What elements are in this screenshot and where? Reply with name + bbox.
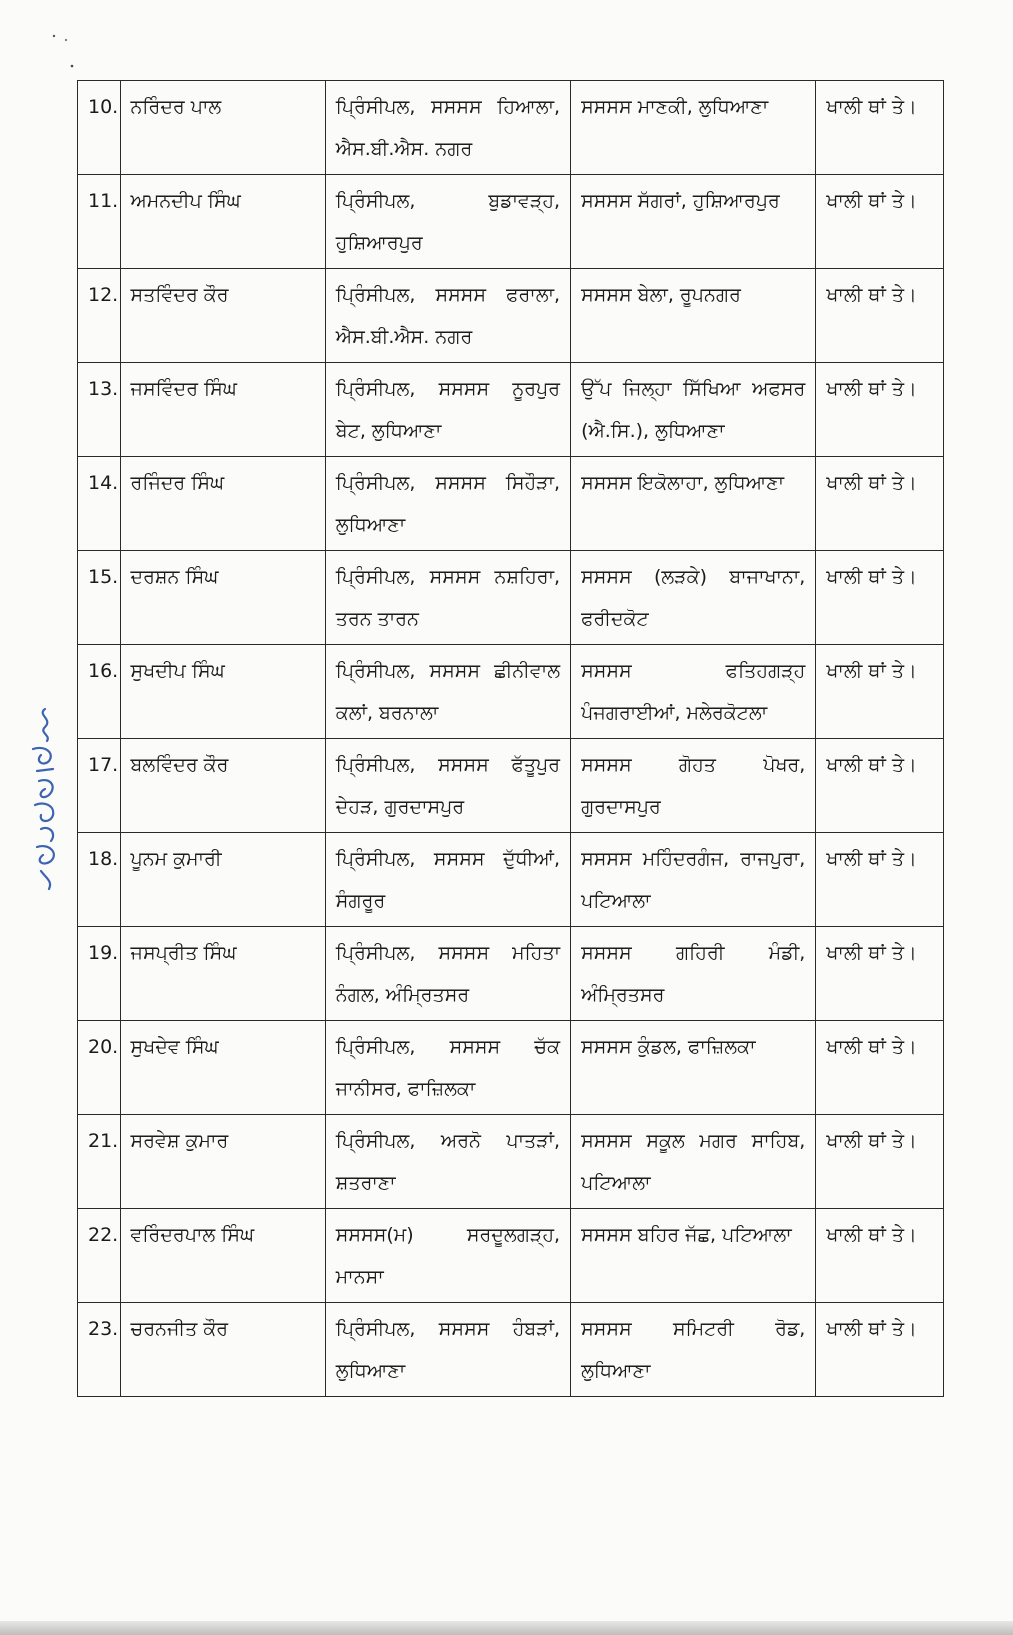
remarks-cell: ਖਾਲੀ ਥਾਂ ਤੇ। [816, 81, 944, 175]
remarks-cell: ਖਾਲੀ ਥਾਂ ਤੇ। [816, 175, 944, 269]
name-cell: ਚਰਨਜੀਤ ਕੌਰ [120, 1303, 325, 1397]
remarks-cell: ਖਾਲੀ ਥਾਂ ਤੇ। [816, 645, 944, 739]
remarks-cell: ਖਾਲੀ ਥਾਂ ਤੇ। [816, 363, 944, 457]
handwritten-signature [15, 705, 75, 895]
new-posting-cell: ਸਸਸਸ ਇਕੋਲਾਹਾ, ਲੁਧਿਆਣਾ [571, 457, 816, 551]
table-row [78, 81, 944, 175]
current-posting-cell: ਪ੍ਰਿੰਸੀਪਲ, ਸਸਸਸ ਨੂਰਪੁਰ ਬੇਟ, ਲੁਧਿਆਣਾ [325, 363, 570, 457]
table-row [78, 269, 944, 363]
serial-number-cell: 18. [78, 833, 121, 927]
serial-number-cell: 16. [78, 645, 121, 739]
new-posting-cell: ਸਸਸਸ ਫਤਿਹਗੜ੍ਹ ਪੰਜਗਰਾਈਆਂ, ਮਲੇਰਕੋਟਲਾ [571, 645, 816, 739]
transfer-table [77, 80, 944, 1397]
new-posting-cell: ਉੱਪ ਜਿਲ੍ਹਾ ਸਿੱਖਿਆ ਅਫਸਰ (ਐ.ਸਿ.), ਲੁਧਿਆਣਾ [571, 363, 816, 457]
name-cell: ਅਮਨਦੀਪ ਸਿੰਘ [120, 175, 325, 269]
serial-number-cell: 20. [78, 1021, 121, 1115]
name-cell: ਬਲਵਿੰਦਰ ਕੌਰ [120, 739, 325, 833]
table-row [78, 457, 944, 551]
table-row [78, 551, 944, 645]
scan-speck-marks [50, 30, 80, 70]
new-posting-cell: ਸਸਸਸ ਸਮਿਟਰੀ ਰੋਡ, ਲੁਧਿਆਣਾ [571, 1303, 816, 1397]
table-body [78, 81, 944, 1397]
name-cell: ਸੁਖਦੇਵ ਸਿੰਘ [120, 1021, 325, 1115]
remarks-cell: ਖਾਲੀ ਥਾਂ ਤੇ। [816, 457, 944, 551]
new-posting-cell: ਸਸਸਸ ਸੱਗਰਾਂ, ਹੁਸ਼ਿਆਰਪੁਰ [571, 175, 816, 269]
current-posting-cell: ਪ੍ਰਿੰਸੀਪਲ, ਬੁਡਾਵੜ੍ਹ, ਹੁਸ਼ਿਆਰਪੁਰ [325, 175, 570, 269]
table-row [78, 1115, 944, 1209]
table-row [78, 1021, 944, 1115]
remarks-cell: ਖਾਲੀ ਥਾਂ ਤੇ। [816, 1021, 944, 1115]
serial-number-cell: 11. [78, 175, 121, 269]
new-posting-cell: ਸਸਸਸ (ਲੜਕੇ) ਬਾਜਾਖਾਨਾ, ਫਰੀਦਕੋਟ [571, 551, 816, 645]
remarks-cell: ਖਾਲੀ ਥਾਂ ਤੇ। [816, 1115, 944, 1209]
new-posting-cell: ਸਸਸਸ ਬਹਿਰ ਜੱਛ, ਪਟਿਆਲਾ [571, 1209, 816, 1303]
serial-number-cell: 17. [78, 739, 121, 833]
new-posting-cell: ਸਸਸਸ ਸਕੂਲ ਮਗਰ ਸਾਹਿਬ, ਪਟਿਆਲਾ [571, 1115, 816, 1209]
current-posting-cell: ਪ੍ਰਿੰਸੀਪਲ, ਸਸਸਸ ਹਿਆਲਾ, ਐਸ.ਬੀ.ਐਸ. ਨਗਰ [325, 81, 570, 175]
current-posting-cell: ਪ੍ਰਿੰਸੀਪਲ, ਸਸਸਸ ਦੁੱਧੀਆਂ, ਸੰਗਰੂਰ [325, 833, 570, 927]
name-cell: ਦਰਸ਼ਨ ਸਿੰਘ [120, 551, 325, 645]
serial-number-cell: 13. [78, 363, 121, 457]
name-cell: ਜਸਪ੍ਰੀਤ ਸਿੰਘ [120, 927, 325, 1021]
new-posting-cell: ਸਸਸਸ ਕੁੰਡਲ, ਫਾਜ਼ਿਲਕਾ [571, 1021, 816, 1115]
table-row [78, 1303, 944, 1397]
serial-number-cell: 14. [78, 457, 121, 551]
scan-bottom-edge [0, 1621, 1013, 1635]
remarks-cell: ਖਾਲੀ ਥਾਂ ਤੇ। [816, 739, 944, 833]
remarks-cell: ਖਾਲੀ ਥਾਂ ਤੇ। [816, 269, 944, 363]
name-cell: ਵਰਿੰਦਰਪਾਲ ਸਿੰਘ [120, 1209, 325, 1303]
name-cell: ਸੁਖਦੀਪ ਸਿੰਘ [120, 645, 325, 739]
serial-number-cell: 23. [78, 1303, 121, 1397]
new-posting-cell: ਸਸਸਸ ਗਹਿਰੀ ਮੰਡੀ, ਅੰਮ੍ਰਿਤਸਰ [571, 927, 816, 1021]
name-cell: ਪੂਨਮ ਕੁਮਾਰੀ [120, 833, 325, 927]
new-posting-cell: ਸਸਸਸ ਮਹਿੰਦਰਗੰਜ, ਰਾਜਪੁਰਾ, ਪਟਿਆਲਾ [571, 833, 816, 927]
current-posting-cell: ਪ੍ਰਿੰਸੀਪਲ, ਸਸਸਸ ਸਿਹੌੜਾ, ਲੁਧਿਆਣਾ [325, 457, 570, 551]
new-posting-cell: ਸਸਸਸ ਬੇਲਾ, ਰੂਪਨਗਰ [571, 269, 816, 363]
current-posting-cell: ਪ੍ਰਿੰਸੀਪਲ, ਸਸਸਸ ਮਹਿਤਾ ਨੰਗਲ, ਅੰਮ੍ਰਿਤਸਰ [325, 927, 570, 1021]
remarks-cell: ਖਾਲੀ ਥਾਂ ਤੇ। [816, 833, 944, 927]
serial-number-cell: 19. [78, 927, 121, 1021]
serial-number-cell: 10. [78, 81, 121, 175]
table-row [78, 645, 944, 739]
table-row [78, 833, 944, 927]
serial-number-cell: 21. [78, 1115, 121, 1209]
table-row [78, 363, 944, 457]
current-posting-cell: ਪ੍ਰਿੰਸੀਪਲ, ਸਸਸਸ ਚੱਕ ਜਾਨੀਸਰ, ਫਾਜ਼ਿਲਕਾ [325, 1021, 570, 1115]
serial-number-cell: 15. [78, 551, 121, 645]
current-posting-cell: ਪ੍ਰਿੰਸੀਪਲ, ਸਸਸਸ ਫੱਤੂਪੁਰ ਦੇਹੜ, ਗੁਰਦਾਸਪੁਰ [325, 739, 570, 833]
name-cell: ਨਰਿੰਦਰ ਪਾਲ [120, 81, 325, 175]
current-posting-cell: ਪ੍ਰਿੰਸੀਪਲ, ਸਸਸਸ ਹੰਬੜਾਂ, ਲੁਧਿਆਣਾ [325, 1303, 570, 1397]
new-posting-cell: ਸਸਸਸ ਮਾਣਕੀ, ਲੁਧਿਆਣਾ [571, 81, 816, 175]
table-row [78, 175, 944, 269]
remarks-cell: ਖਾਲੀ ਥਾਂ ਤੇ। [816, 1209, 944, 1303]
remarks-cell: ਖਾਲੀ ਥਾਂ ਤੇ। [816, 1303, 944, 1397]
remarks-cell: ਖਾਲੀ ਥਾਂ ਤੇ। [816, 927, 944, 1021]
name-cell: ਸਤਵਿੰਦਰ ਕੌਰ [120, 269, 325, 363]
name-cell: ਰਜਿੰਦਰ ਸਿੰਘ [120, 457, 325, 551]
name-cell: ਜਸਵਿੰਦਰ ਸਿੰਘ [120, 363, 325, 457]
current-posting-cell: ਸਸਸਸ(ਮ) ਸਰਦੂਲਗੜ੍ਹ, ਮਾਨਸਾ [325, 1209, 570, 1303]
table-row [78, 927, 944, 1021]
new-posting-cell: ਸਸਸਸ ਗੋਹਤ ਪੋਖਰ, ਗੁਰਦਾਸਪੁਰ [571, 739, 816, 833]
current-posting-cell: ਪ੍ਰਿੰਸੀਪਲ, ਸਸਸਸ ਛੀਨੀਵਾਲ ਕਲਾਂ, ਬਰਨਾਲਾ [325, 645, 570, 739]
serial-number-cell: 22. [78, 1209, 121, 1303]
table-row [78, 1209, 944, 1303]
current-posting-cell: ਪ੍ਰਿੰਸੀਪਲ, ਸਸਸਸ ਫਰਾਲਾ, ਐਸ.ਬੀ.ਐਸ. ਨਗਰ [325, 269, 570, 363]
name-cell: ਸਰਵੇਸ਼ ਕੁਮਾਰ [120, 1115, 325, 1209]
current-posting-cell: ਪ੍ਰਿੰਸੀਪਲ, ਸਸਸਸ ਨਸ਼ਹਿਰਾ, ਤਰਨ ਤਾਰਨ [325, 551, 570, 645]
current-posting-cell: ਪ੍ਰਿੰਸੀਪਲ, ਅਰਨੋ ਪਾਤੜਾਂ, ਸ਼ਤਰਾਣਾ [325, 1115, 570, 1209]
serial-number-cell: 12. [78, 269, 121, 363]
remarks-cell: ਖਾਲੀ ਥਾਂ ਤੇ। [816, 551, 944, 645]
table-row [78, 739, 944, 833]
